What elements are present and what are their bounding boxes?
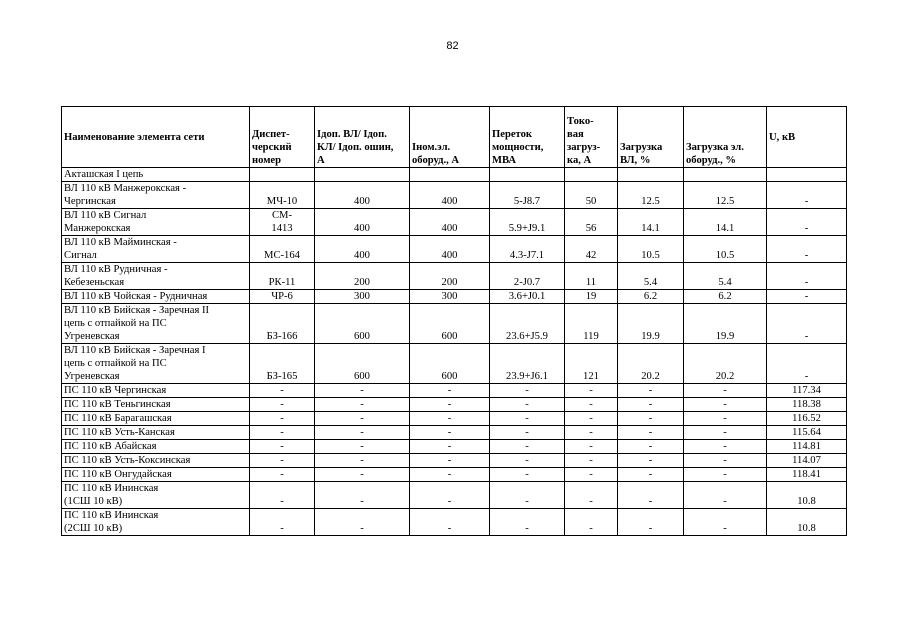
cell-element-name: ВЛ 110 кВ Рудничная - Кебезеньская bbox=[62, 263, 250, 290]
cell-power-flow bbox=[490, 168, 565, 182]
cell-voltage: - bbox=[767, 304, 847, 344]
cell-element-name: ПС 110 кВ Абайская bbox=[62, 440, 250, 454]
cell-rated-current bbox=[410, 168, 490, 182]
cell-line-load: - bbox=[618, 384, 684, 398]
cell-allowed-current: - bbox=[315, 412, 410, 426]
col-header-equipment-load: Загрузка эл. оборуд., % bbox=[684, 107, 767, 168]
table-row bbox=[62, 290, 847, 304]
cell-equipment-load: 5.4 bbox=[684, 263, 767, 290]
table-row bbox=[62, 236, 847, 263]
cell-voltage: 116.52 bbox=[767, 412, 847, 426]
cell-voltage bbox=[767, 168, 847, 182]
cell-dispatch-number: - bbox=[250, 509, 315, 536]
cell-allowed-current: - bbox=[315, 509, 410, 536]
cell-equipment-load: 20.2 bbox=[684, 344, 767, 384]
cell-power-flow: - bbox=[490, 398, 565, 412]
table-row bbox=[62, 468, 847, 482]
cell-allowed-current: 300 bbox=[315, 290, 410, 304]
cell-power-flow: - bbox=[490, 482, 565, 509]
cell-allowed-current: - bbox=[315, 440, 410, 454]
cell-rated-current: - bbox=[410, 412, 490, 426]
cell-current-load: - bbox=[565, 468, 618, 482]
cell-power-flow: 3.6+J0.1 bbox=[490, 290, 565, 304]
cell-current-load: 11 bbox=[565, 263, 618, 290]
cell-voltage: 118.41 bbox=[767, 468, 847, 482]
cell-equipment-load: - bbox=[684, 412, 767, 426]
cell-allowed-current: - bbox=[315, 482, 410, 509]
table-row bbox=[62, 412, 847, 426]
table-row bbox=[62, 509, 847, 536]
cell-line-load: - bbox=[618, 412, 684, 426]
cell-element-name: ПС 110 кВ Ининская (2СШ 10 кВ) bbox=[62, 509, 250, 536]
cell-line-load: - bbox=[618, 398, 684, 412]
table-row bbox=[62, 182, 847, 209]
cell-allowed-current: - bbox=[315, 426, 410, 440]
col-header-dispatch-number: Диспет- черский номер bbox=[250, 107, 315, 168]
cell-voltage: 114.81 bbox=[767, 440, 847, 454]
table-row bbox=[62, 440, 847, 454]
cell-power-flow: 5-J8.7 bbox=[490, 182, 565, 209]
table-row bbox=[62, 344, 847, 384]
cell-voltage: - bbox=[767, 236, 847, 263]
table-header-row bbox=[62, 107, 847, 168]
cell-allowed-current: - bbox=[315, 468, 410, 482]
cell-voltage: - bbox=[767, 344, 847, 384]
cell-dispatch-number: БЗ-166 bbox=[250, 304, 315, 344]
cell-dispatch-number: - bbox=[250, 398, 315, 412]
cell-allowed-current: 400 bbox=[315, 236, 410, 263]
cell-rated-current: - bbox=[410, 440, 490, 454]
cell-element-name: ВЛ 110 кВ Бийская - Заречная I цепь с отпайкой на ПС Угреневская bbox=[62, 344, 250, 384]
cell-voltage: 10.8 bbox=[767, 509, 847, 536]
cell-current-load: 119 bbox=[565, 304, 618, 344]
cell-equipment-load: 12.5 bbox=[684, 182, 767, 209]
cell-rated-current: 400 bbox=[410, 209, 490, 236]
cell-voltage: - bbox=[767, 182, 847, 209]
cell-allowed-current bbox=[315, 168, 410, 182]
cell-allowed-current: 200 bbox=[315, 263, 410, 290]
cell-line-load: 14.1 bbox=[618, 209, 684, 236]
cell-dispatch-number: БЗ-165 bbox=[250, 344, 315, 384]
cell-element-name: ПС 110 кВ Барагашская bbox=[62, 412, 250, 426]
cell-power-flow: - bbox=[490, 384, 565, 398]
cell-dispatch-number: - bbox=[250, 468, 315, 482]
cell-line-load: 10.5 bbox=[618, 236, 684, 263]
table-row bbox=[62, 426, 847, 440]
cell-current-load: 42 bbox=[565, 236, 618, 263]
cell-current-load bbox=[565, 168, 618, 182]
cell-equipment-load: - bbox=[684, 468, 767, 482]
cell-allowed-current: 600 bbox=[315, 344, 410, 384]
cell-equipment-load: - bbox=[684, 509, 767, 536]
cell-equipment-load: - bbox=[684, 440, 767, 454]
cell-dispatch-number: - bbox=[250, 384, 315, 398]
table-row bbox=[62, 454, 847, 468]
cell-dispatch-number: - bbox=[250, 454, 315, 468]
cell-line-load: - bbox=[618, 454, 684, 468]
cell-allowed-current: - bbox=[315, 454, 410, 468]
table-row bbox=[62, 263, 847, 290]
cell-current-load: - bbox=[565, 412, 618, 426]
cell-current-load: - bbox=[565, 426, 618, 440]
cell-current-load: - bbox=[565, 398, 618, 412]
cell-element-name: ПС 110 кВ Ининская (1СШ 10 кВ) bbox=[62, 482, 250, 509]
cell-line-load: - bbox=[618, 468, 684, 482]
cell-allowed-current: 400 bbox=[315, 209, 410, 236]
cell-equipment-load: 14.1 bbox=[684, 209, 767, 236]
cell-voltage: 118.38 bbox=[767, 398, 847, 412]
table-body bbox=[62, 168, 847, 536]
cell-element-name: ПС 110 кВ Усть-Коксинская bbox=[62, 454, 250, 468]
cell-voltage: - bbox=[767, 290, 847, 304]
cell-equipment-load: 6.2 bbox=[684, 290, 767, 304]
cell-element-name: Акташская I цепь bbox=[62, 168, 250, 182]
cell-rated-current: 300 bbox=[410, 290, 490, 304]
cell-element-name: ПС 110 кВ Усть-Канская bbox=[62, 426, 250, 440]
cell-line-load: 12.5 bbox=[618, 182, 684, 209]
cell-element-name: ВЛ 110 кВ Сигнал Манжерокская bbox=[62, 209, 250, 236]
cell-line-load: - bbox=[618, 426, 684, 440]
cell-equipment-load: 10.5 bbox=[684, 236, 767, 263]
page-number: 82 bbox=[446, 40, 459, 52]
cell-line-load: 6.2 bbox=[618, 290, 684, 304]
table-row bbox=[62, 168, 847, 182]
table-row bbox=[62, 398, 847, 412]
cell-equipment-load: 19.9 bbox=[684, 304, 767, 344]
cell-allowed-current: 400 bbox=[315, 182, 410, 209]
cell-power-flow: 4.3-J7.1 bbox=[490, 236, 565, 263]
cell-allowed-current: - bbox=[315, 384, 410, 398]
col-header-name: Наименование элемента сети bbox=[62, 107, 250, 168]
cell-rated-current: 600 bbox=[410, 344, 490, 384]
table-row bbox=[62, 304, 847, 344]
cell-dispatch-number bbox=[250, 168, 315, 182]
cell-current-load: 50 bbox=[565, 182, 618, 209]
cell-dispatch-number: - bbox=[250, 440, 315, 454]
cell-power-flow: - bbox=[490, 440, 565, 454]
col-header-power-flow: Переток мощности, МВА bbox=[490, 107, 565, 168]
cell-dispatch-number: - bbox=[250, 482, 315, 509]
cell-current-load: 121 bbox=[565, 344, 618, 384]
table-row bbox=[62, 482, 847, 509]
cell-line-load bbox=[618, 168, 684, 182]
cell-power-flow: - bbox=[490, 468, 565, 482]
cell-dispatch-number: МС-164 bbox=[250, 236, 315, 263]
cell-element-name: ПС 110 кВ Чергинская bbox=[62, 384, 250, 398]
cell-current-load: - bbox=[565, 482, 618, 509]
cell-element-name: ВЛ 110 кВ Манжерокская - Чергинская bbox=[62, 182, 250, 209]
col-header-current-load: Токо- вая загруз- ка, А bbox=[565, 107, 618, 168]
cell-power-flow: - bbox=[490, 454, 565, 468]
network-load-table bbox=[61, 106, 847, 536]
cell-voltage: - bbox=[767, 209, 847, 236]
cell-line-load: 5.4 bbox=[618, 263, 684, 290]
cell-rated-current: - bbox=[410, 482, 490, 509]
cell-current-load: - bbox=[565, 509, 618, 536]
cell-power-flow: 23.6+J5.9 bbox=[490, 304, 565, 344]
cell-element-name: ВЛ 110 кВ Чойская - Рудничная bbox=[62, 290, 250, 304]
cell-rated-current: - bbox=[410, 384, 490, 398]
cell-line-load: 19.9 bbox=[618, 304, 684, 344]
table-row bbox=[62, 209, 847, 236]
table-row bbox=[62, 384, 847, 398]
cell-current-load: 56 bbox=[565, 209, 618, 236]
cell-line-load: - bbox=[618, 509, 684, 536]
cell-equipment-load: - bbox=[684, 398, 767, 412]
cell-power-flow: 2-J0.7 bbox=[490, 263, 565, 290]
cell-rated-current: 400 bbox=[410, 182, 490, 209]
cell-voltage: 115.64 bbox=[767, 426, 847, 440]
cell-power-flow: 5.9+J9.1 bbox=[490, 209, 565, 236]
cell-rated-current: - bbox=[410, 398, 490, 412]
cell-voltage: 117.34 bbox=[767, 384, 847, 398]
cell-dispatch-number: МЧ-10 bbox=[250, 182, 315, 209]
cell-voltage: - bbox=[767, 263, 847, 290]
cell-power-flow: - bbox=[490, 412, 565, 426]
cell-dispatch-number: - bbox=[250, 412, 315, 426]
cell-power-flow: - bbox=[490, 509, 565, 536]
cell-equipment-load: - bbox=[684, 384, 767, 398]
cell-equipment-load bbox=[684, 168, 767, 182]
cell-allowed-current: 600 bbox=[315, 304, 410, 344]
cell-line-load: - bbox=[618, 482, 684, 509]
cell-equipment-load: - bbox=[684, 426, 767, 440]
cell-dispatch-number: - bbox=[250, 426, 315, 440]
col-header-allowed-current: Iдоп. ВЛ/ Iдоп. КЛ/ Iдоп. ошин, А bbox=[315, 107, 410, 168]
cell-current-load: 19 bbox=[565, 290, 618, 304]
cell-equipment-load: - bbox=[684, 454, 767, 468]
cell-rated-current: - bbox=[410, 454, 490, 468]
cell-voltage: 114.07 bbox=[767, 454, 847, 468]
cell-element-name: ПС 110 кВ Теньгинская bbox=[62, 398, 250, 412]
cell-rated-current: - bbox=[410, 509, 490, 536]
col-header-line-load: Загрузка ВЛ, % bbox=[618, 107, 684, 168]
cell-dispatch-number: СМ- 1413 bbox=[250, 209, 315, 236]
col-header-voltage: U, кВ bbox=[767, 107, 847, 168]
cell-rated-current: 600 bbox=[410, 304, 490, 344]
cell-current-load: - bbox=[565, 440, 618, 454]
cell-voltage: 10.8 bbox=[767, 482, 847, 509]
cell-element-name: ВЛ 110 кВ Бийская - Заречная II цепь с отпайкой на ПС Угреневская bbox=[62, 304, 250, 344]
cell-power-flow: 23.9+J6.1 bbox=[490, 344, 565, 384]
cell-rated-current: 200 bbox=[410, 263, 490, 290]
cell-element-name: ВЛ 110 кВ Майминская - Сигнал bbox=[62, 236, 250, 263]
cell-rated-current: - bbox=[410, 426, 490, 440]
cell-power-flow: - bbox=[490, 426, 565, 440]
cell-dispatch-number: РК-11 bbox=[250, 263, 315, 290]
cell-current-load: - bbox=[565, 384, 618, 398]
cell-line-load: - bbox=[618, 440, 684, 454]
cell-dispatch-number: ЧР-6 bbox=[250, 290, 315, 304]
cell-equipment-load: - bbox=[684, 482, 767, 509]
cell-rated-current: 400 bbox=[410, 236, 490, 263]
cell-line-load: 20.2 bbox=[618, 344, 684, 384]
col-header-rated-current: Iном.эл. оборуд., А bbox=[410, 107, 490, 168]
cell-element-name: ПС 110 кВ Онгудайская bbox=[62, 468, 250, 482]
cell-current-load: - bbox=[565, 454, 618, 468]
cell-allowed-current: - bbox=[315, 398, 410, 412]
cell-rated-current: - bbox=[410, 468, 490, 482]
